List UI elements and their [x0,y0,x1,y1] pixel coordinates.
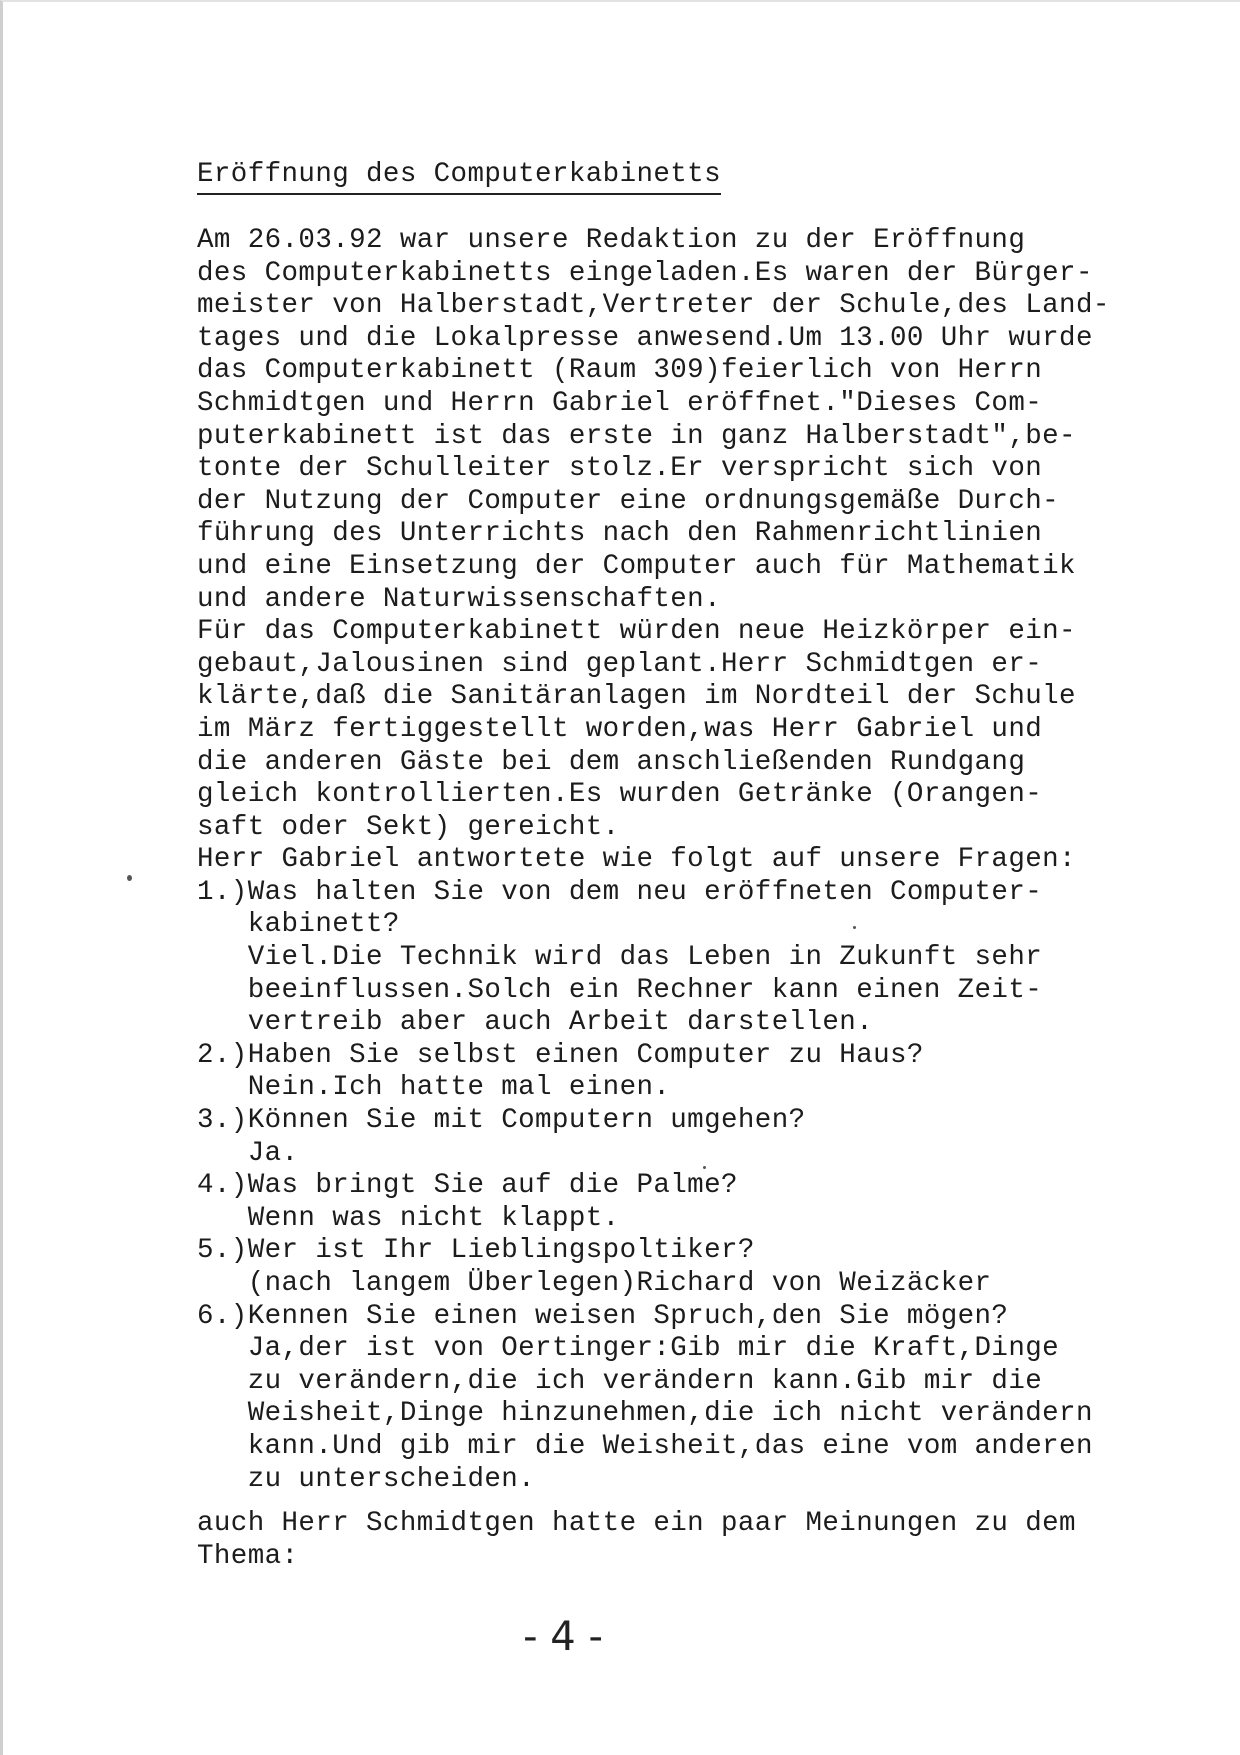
body-line: des Computerkabinetts eingeladen.Es waren der Bürger- [197,257,1093,289]
qa-line: Viel.Die Technik wird das Leben in Zukunft sehr [197,942,1043,974]
article-body [197,225,1197,877]
body-line: und andere Naturwissenschaften. [197,583,721,615]
body-line: tonte der Schulleiter stolz.Er verspricht sich von [197,453,1043,485]
body-line: saft oder Sekt) gereicht. [197,811,620,843]
qa-line: Weisheit,Dinge hinzunehmen,die ich nicht verändern [197,1398,1093,1430]
scan-speck [853,926,856,929]
body-line: klärte,daß die Sanitäranlagen im Nordteil der Schule [197,681,1076,713]
interview-questions [197,877,1197,1496]
page-number: - 4 - [523,1614,603,1660]
qa-line: zu verändern,die ich verändern kann.Gib mir die [197,1365,1043,1397]
qa-line: 6.)Kennen Sie einen weisen Spruch,den Sie mögen? [197,1300,1009,1332]
body-line: der Nutzung der Computer eine ordnungsgemäße Durch- [197,485,1060,517]
scan-speck [127,875,132,881]
body-line: tages und die Lokalpresse anwesend.Um 13.00 Uhr wurde [197,322,1093,354]
body-line: das Computerkabinett (Raum 309)feierlich von Herrn [197,355,1043,387]
qa-line: 4.)Was bringt Sie auf die Palme? [197,1170,738,1202]
qa-line: Wenn was nicht klappt. [197,1202,620,1234]
body-line: Am 26.03.92 war unsere Redaktion zu der Eröffnung [197,225,1026,256]
closing-paragraph [197,1508,1197,1573]
qa-line: beeinflussen.Solch ein Rechner kann einen Zeit- [197,974,1043,1006]
qa-line: kann.Und gib mir die Weisheit,das eine vom anderen [197,1430,1093,1462]
closing-line: auch Herr Schmidtgen hatte ein paar Meinungen zu dem [197,1508,1076,1540]
body-line: Schmidtgen und Herrn Gabriel eröffnet."Dieses Com- [197,387,1043,419]
qa-line: Ja. [197,1137,299,1169]
body-line: gleich kontrollierten.Es wurden Getränke (Orangen- [197,779,1043,811]
body-line: und eine Einsetzung der Computer auch für Mathematik [197,550,1076,582]
article [197,158,1197,1573]
qa-line: 5.)Wer ist Ihr Lieblingspoltiker? [197,1235,755,1267]
qa-line: 2.)Haben Sie selbst einen Computer zu Haus? [197,1039,924,1071]
qa-line: kabinett? [197,909,400,941]
qa-line: (nach langem Überlegen)Richard von Weizäcker [197,1268,992,1299]
closing-line: Thema: [197,1540,299,1572]
article-title: Eröffnung des Computerkabinetts [197,158,721,195]
body-line: führung des Unterrichts nach den Rahmenrichtlinien [197,518,1043,550]
body-line: im März fertiggestellt worden,was Herr Gabriel und [197,713,1043,745]
body-line: puterkabinett ist das erste in ganz Halberstadt",be- [197,420,1076,452]
qa-line: zu unterscheiden. [197,1463,536,1495]
body-line: meister von Halberstadt,Vertreter der Schule,des Land- [197,290,1110,322]
body-line: Herr Gabriel antwortete wie folgt auf unsere Fragen: [197,844,1076,876]
body-line: Für das Computerkabinett würden neue Heizkörper ein- [197,616,1076,648]
qa-line: Nein.Ich hatte mal einen. [197,1072,671,1104]
body-line: gebaut,Jalousinen sind geplant.Herr Schmidtgen er- [197,648,1043,680]
scan-speck [703,1166,706,1169]
qa-line: 1.)Was halten Sie von dem neu eröffneten Computer- [197,876,1043,908]
qa-line: 3.)Können Sie mit Computern umgehen? [197,1105,806,1137]
qa-line: Ja,der ist von Oertinger:Gib mir die Kraft,Dinge [197,1333,1060,1365]
qa-line: vertreib aber auch Arbeit darstellen. [197,1007,874,1039]
body-line: die anderen Gäste bei dem anschließenden Rundgang [197,746,1026,778]
